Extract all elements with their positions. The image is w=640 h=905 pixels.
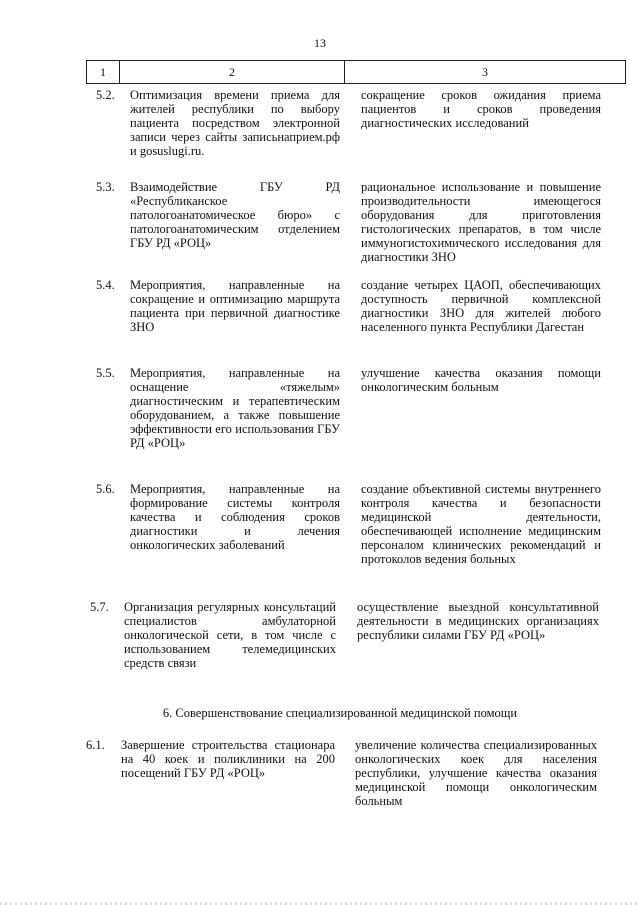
row-event: Мероприятия, направленные на оснащение «тяжелым» диагностическим и терапевтическим оборудованием, а также повышение эффективности его использования ГБУ РД «РОЦ» (130, 366, 340, 450)
row-result: создание четырех ЦАОП, обеспечивающих доступность первичной комплексной диагностики ЗНО для жителей любого населенного пункта Республики Дагестан (361, 278, 601, 334)
row-result: сокращение сроков ожидания приема пациентов и сроков проведения диагностических исследований (361, 88, 601, 130)
row-number: 5.5. (96, 366, 115, 380)
row-result: создание объективной системы внутреннего контроля качества и безопасности медицинской деятельности, обеспечивающей исполнение медицинским персоналом клинических рекомендаций и протоколов ведения больных (361, 482, 601, 566)
row-number: 5.4. (96, 278, 115, 292)
row-result: рациональное использование и повышение производительности имеющегося оборудования для приготовления гистологических препаратов, в том числе иммуногистохимического исследования для диагностики ЗНО (361, 180, 601, 264)
row-number: 6.1. (86, 738, 105, 752)
row-result: осуществление выездной консультативной деятельности в медицинских организациях республики силами ГБУ РД «РОЦ» (357, 600, 599, 642)
row-event: Взаимодействие ГБУ РД «Республиканское патологоанатомическое бюро» с патологоанатомическим отделением ГБУ РД «РОЦ» (130, 180, 340, 250)
row-result: улучшение качества оказания помощи онкологическим больным (361, 366, 601, 394)
row-event: Мероприятия, направленные на сокращение и оптимизацию маршрута пациента при первичной диагностике ЗНО (130, 278, 340, 334)
row-number: 5.6. (96, 482, 115, 496)
row-event: Организация регулярных консультаций специалистов амбулаторной онкологической сети, в том числе с использованием телемедицинских средств связи (124, 600, 336, 670)
table-header (86, 60, 626, 84)
row-number: 5.2. (96, 88, 115, 102)
row-event: Мероприятия, направленные на формирование системы контроля качества и соблюдения сроков диагностики и лечения онкологических заболеваний (130, 482, 340, 552)
header-col-2: 2 (119, 61, 344, 84)
header-col-1: 1 (87, 61, 120, 84)
section-title: 6. Совершенствование специализированной медицинской помощи (162, 706, 518, 720)
row-result: увеличение количества специализированных онкологических коек для населения республики, улучшение качества оказания медицинской помощи онкологическим больным (355, 738, 597, 808)
row-number: 5.3. (96, 180, 115, 194)
page-number: 13 (314, 36, 326, 50)
row-event: Оптимизация времени приема для жителей республики по выбору пациента посредством электронной записи через сайты записьнаприем.рф и gosuslugi.ru. (130, 88, 340, 158)
header-col-3: 3 (345, 61, 626, 84)
row-number: 5.7. (90, 600, 109, 614)
row-event: Завершение строительства стационара на 40 коек и поликлиники на 200 посещений ГБУ РД «РОЦ» (121, 738, 335, 780)
